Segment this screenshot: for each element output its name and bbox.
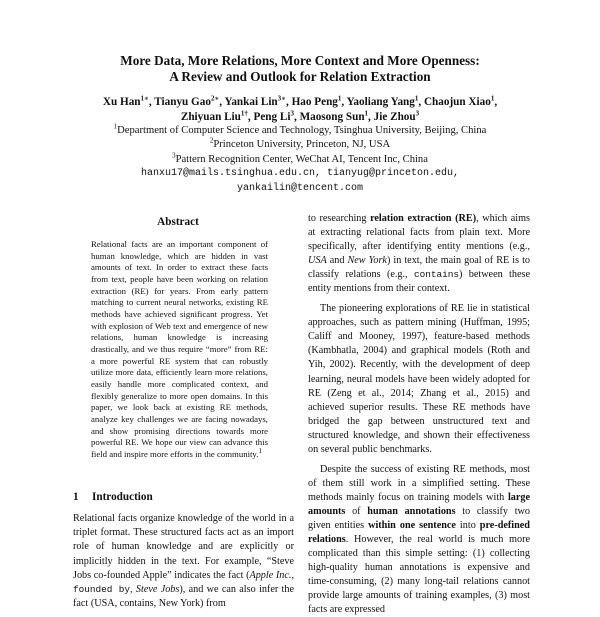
affiliation-list xyxy=(30,124,570,167)
paragraph: The pioneering explorations of RE lie in statistical approaches, such as pattern mining (Huffman, 1995; Califf and Mooney, 1997), feature-based methods (Kambhatla, 2004) and graphical models (Roth and Yih, 2002). Recently, with the development of deep learning, neural models have been widely adopted for RE (Zeng et al., 2014; Zhang et al., 2015) and achieved superior results. These RE methods have bridged the gap between unstructured text and structured knowledge, and shown their effectiveness on several public benchmarks. xyxy=(308,303,530,455)
email-line-2: yankailin@tencent.com xyxy=(236,182,364,194)
intro-paragraph: Relational facts organize knowledge of the world in a triplet format. These structured facts act as an import role of human knowledge and are explicitly or implicitly hidden in the text. For example, “Steve Jobs co-founded Apple” indicates the fact (Apple Inc., founded by, Steve Jobs), and we can also infer the fact (USA, contains, New York) from xyxy=(73,513,294,610)
author: Yankai Lin$^{3∗}$ xyxy=(224,94,286,108)
author: Xu Han$^{1∗}$ xyxy=(102,94,149,108)
footnote-mark: 1 xyxy=(258,446,262,455)
section-heading-introduction xyxy=(73,491,293,503)
paragraph: Despite the success of existing RE methods, most of them still work in a simplified setting. These methods mainly focus on training models with large amounts of human annotations to classify two given entities within one sentence into pre-defined relations. However, the real world is much more complicated than this simple setting: (1) collecting high-quality human annotations is expensive and time-consuming, (2) many long-tail relations cannot provide large amounts of training examples, (3) most facts are expressed xyxy=(308,463,531,616)
author: Zhiyuan Liu$^{1\dagger}$ xyxy=(180,108,248,123)
author: Hao Peng$^1$ xyxy=(291,94,342,108)
abstract-heading: Abstract xyxy=(157,216,199,228)
paper-title xyxy=(0,53,600,85)
author: Maosong Sun$^1$ xyxy=(299,108,369,123)
author: Tianyu Gao$^{2∗}$ xyxy=(154,94,220,108)
abstract-text: Relational facts are an important component of human knowledge, which are hidden in vast amounts of text. In order to extract these facts from text, people have been working on relation extraction (RE) for years. From early pattern matching to current neural networks, existing RE methods have achieved significant progress. Yet with explosion of Web text and emergence of new relations, human knowledge is increasing drastically, and we thus require “more” from RE: a more powerful RE system that can robustly utilize more data, efficiently learn more relations, easily handle more complicated context, and flexibly generalize to more open domains. In this paper, we look back at existing RE methods, analyze key challenges we are facing nowadays, and show promising directions towards more powerful RE. We hope our view can advance this field and inspire more efforts in the community. xyxy=(91,239,268,459)
author: Yaoliang Yang$^1$ xyxy=(346,94,419,108)
abstract-body xyxy=(91,239,268,460)
title-line-2: A Review and Outlook for Relation Extraction xyxy=(169,69,431,84)
author: Peng Li$^3$ xyxy=(253,108,294,123)
affiliation: $^2$Princeton University, Princeton, NJ, USA xyxy=(209,136,391,151)
author-emails xyxy=(30,167,570,196)
section-number: 1 xyxy=(73,491,79,503)
affiliation: $^3$Pattern Recognition Center, WeChat AI, Tencent Inc, China xyxy=(172,151,428,165)
email-line-1: hanxu17@mails.tsinghua.edu.cn, tianyug@princeton.edu, xyxy=(140,168,460,179)
author-list: Xu Han$^{1∗}$, Tianyu Gao$^{2∗}$, Yankai Lin$^{3∗}$, Hao Peng$^1$, Yaoliang Yang$^1$, Chaojun Xiao$^1$, Zhiyuan Liu$^{1\dagger}$, Peng Li$^3$, Maosong Sun$^1$, Jie Zhou$^3$ xyxy=(102,94,498,123)
author: Chaojun Xiao$^1$ xyxy=(423,94,495,108)
paragraph: to researching relation extraction (RE), which aims at extracting relational facts from plain text. More specifically, after identifying entity mentions (e.g., USA and New York) in text, the main goal of RE is to classify relations (e.g., contains) between these entity mentions from their context. xyxy=(308,213,531,295)
section-title: Introduction xyxy=(92,491,153,503)
affiliation: $^1$Department of Computer Science and Technology, Tsinghua University, Beijing, China xyxy=(113,122,487,136)
author: Jie Zhou$^3$ xyxy=(373,108,420,123)
title-line-1: More Data, More Relations, More Context and More Openness: xyxy=(120,53,480,68)
left-column-text xyxy=(73,512,294,611)
right-column-text xyxy=(308,212,530,617)
